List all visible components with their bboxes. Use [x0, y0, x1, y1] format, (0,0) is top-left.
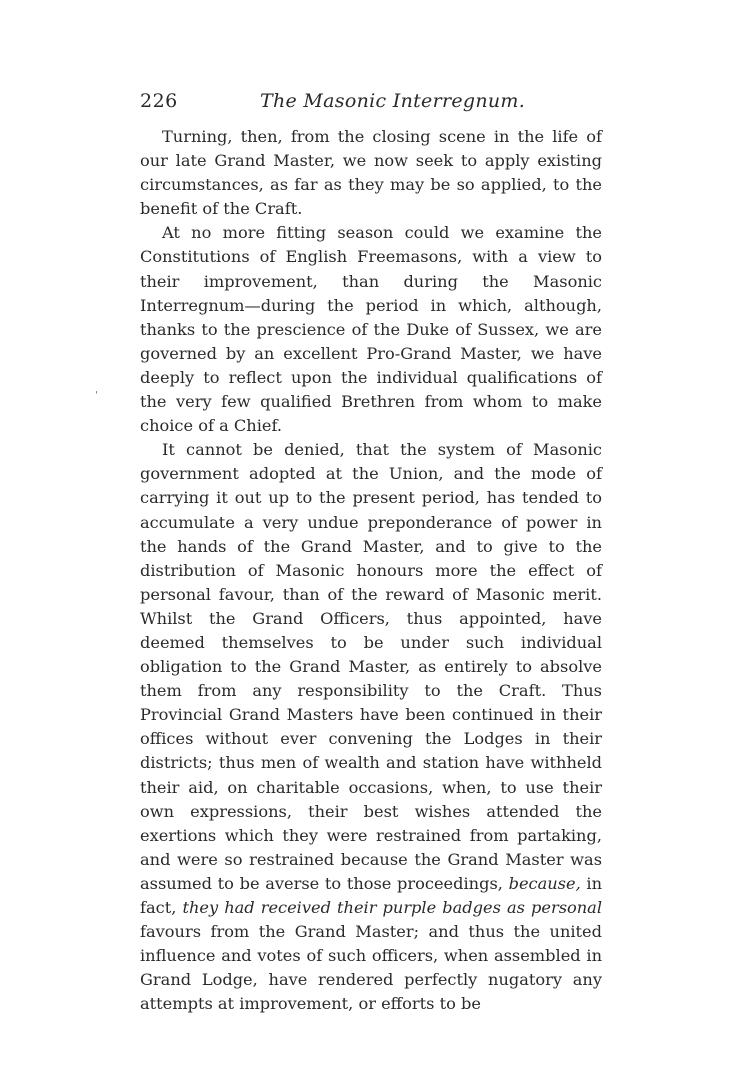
page-number: 226: [140, 90, 178, 112]
text-run: in fact,: [140, 873, 603, 917]
text-run: favours from the Grand Master; and thus the united influence and votes of such officers, when assembled in Grand Lodge, have rendered perfectly nugatory any attempts at improvement, or efforts to be: [140, 922, 602, 1014]
text-run: It cannot be denied, that the system of Masonic government adopted at the Union, and the mode of carrying it out up to the present period, has tended to accumulate a very undue preponderance of power in the hands of the Grand Master, and to give to the distribution of Masonic honours more the effect of personal favour, than of the reward of Masonic merit. Whilst the Grand Officers, thus appointed, have deemed themselves to be under such individual obligation to the Grand Master, as entirely to absolve them from any responsibility to the Craft. Thus Provincial Grand Masters have been continued in their offices without ever convening the Lodges in their districts; thus men of wealth and station have withheld their aid, on charitable occasions, when, to use their own expressions, their best wishes attended the exertions which they were restrained from partaking, and were so restrained because the Grand Master was assumed to be averse to those proceedings,: [140, 440, 602, 893]
text-run: At no more fitting season could we examine the Constitutions of English Freemasons, with a view to their improvement, than during the Masonic Interregnum—during the period in which, although, thanks to the prescience of the Duke of Sussex, we are governed by an excellent Pro-Grand Master, we have deeply to reflect upon the individual qualifications of the very few qualified Brethren from whom to make choice of a Chief.: [140, 223, 602, 436]
body-text: [140, 125, 602, 1016]
margin-mark: ˌ: [95, 384, 98, 395]
running-title: The Masonic Interregnum.: [260, 90, 526, 112]
italic-text: because,: [508, 873, 581, 893]
paragraph: [140, 221, 602, 438]
paragraph: [140, 438, 602, 1016]
paragraph: [140, 125, 602, 221]
text-run: Turning, then, from the closing scene in the life of our late Grand Master, we now seek to apply existing circumstances, as far as they may be so applied, to the benefit of the Craft.: [140, 127, 602, 219]
italic-text: they had received their purple badges as personal: [182, 898, 602, 917]
page-header: [140, 90, 602, 120]
